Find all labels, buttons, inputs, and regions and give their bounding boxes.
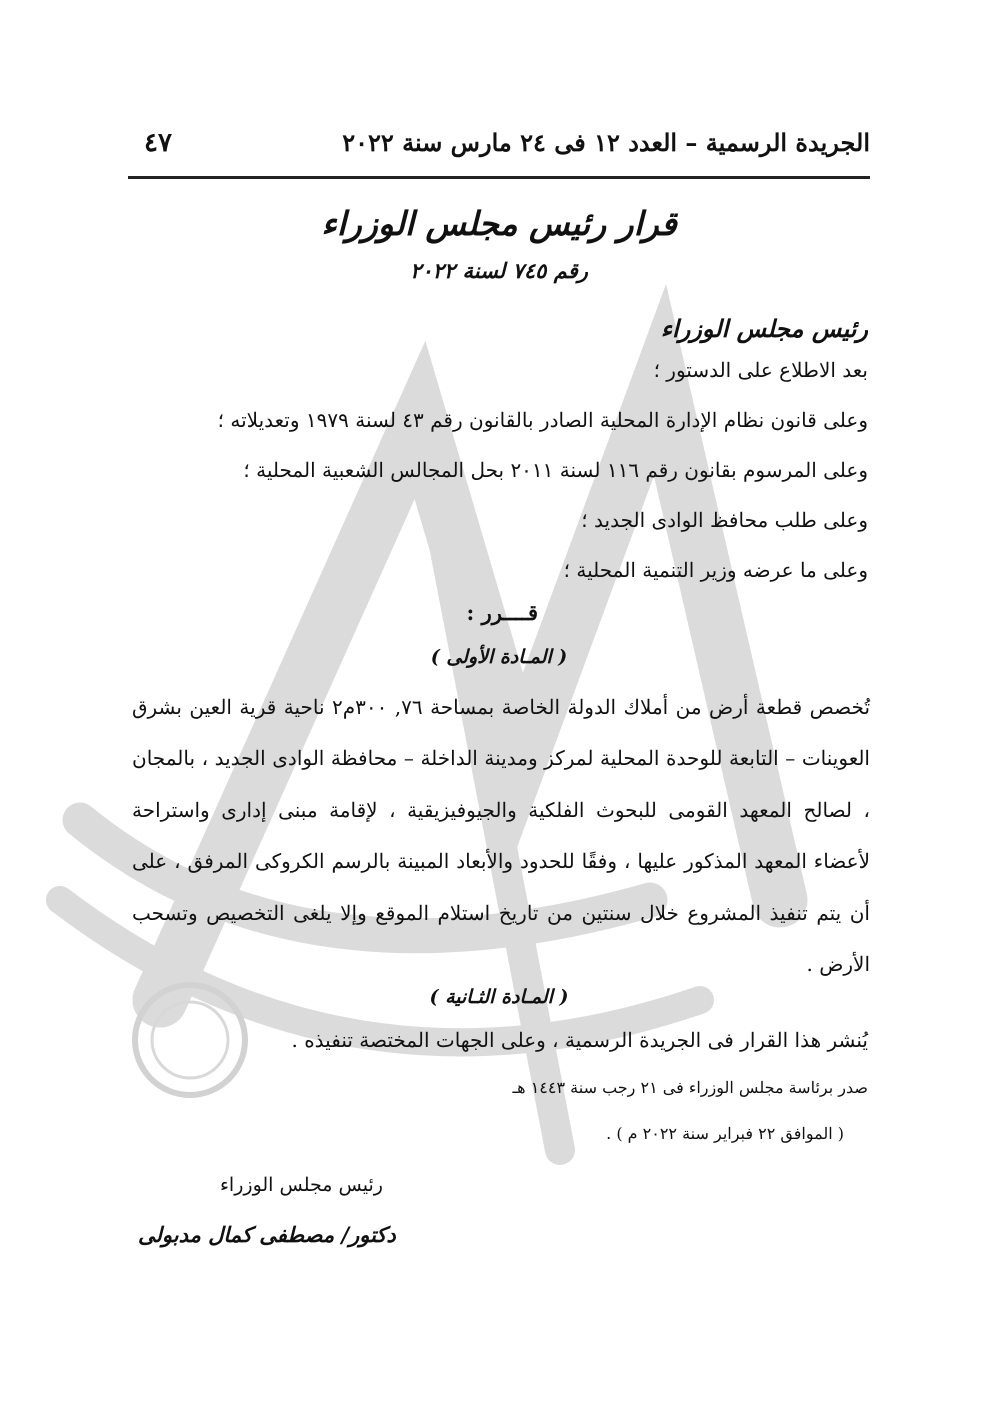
issued-date-hijri: صدر برئاسة مجلس الوزراء فى ٢١ رجب سنة ١٤٤٣ هـ xyxy=(512,1078,868,1097)
decided-label: قــــرر : xyxy=(466,600,538,625)
preamble-line: بعد الاطلاع على الدستور ؛ xyxy=(653,358,868,382)
article-2-heading: ( المـادة الثـانية ) xyxy=(429,986,569,1008)
gazette-header-title: الجريدة الرسمية – العدد ١٢ فى ٢٤ مارس سنة ٢٠٢٢ xyxy=(342,128,870,157)
signature-name: دكتور/ مصطفى كمال مدبولى xyxy=(138,1222,396,1247)
decree-title: قرار رئيس مجلس الوزراء xyxy=(321,204,677,243)
header-divider xyxy=(128,176,870,179)
decree-number: رقم ٧٤٥ لسنة ٢٠٢٢ xyxy=(410,258,588,283)
signature-title: رئيس مجلس الوزراء xyxy=(220,1174,383,1196)
article-1-heading: ( المـادة الأولى ) xyxy=(430,646,568,668)
page-header xyxy=(128,128,870,168)
page-number: ٤٧ xyxy=(144,128,172,158)
issuer-heading: رئيس مجلس الوزراء xyxy=(660,314,868,343)
article-1-text: تُخصص قطعة أرض من أملاك الدولة الخاصة بمساحة ٧٦, ٣٠٠م٢ ناحية قرية العين بشرق العوينات – التابعة للوحدة المحلية لمركز ومدينة الداخلة – محافظة الوادى الجديد ، بالمجان ، لصالح المعهد القومى للبحوث الفلكية والجيوفيزيقية ، لإقامة مبنى إدارى واستراحة لأعضاء المعهد المذكور عليها ، وفقًا للحدود والأبعاد المبينة بالرسم الكروكى المرفق ، على أن يتم تنفيذ المشروع خلال سنتين من تاريخ استلام الموقع وإلا يلغى التخصيص وتسحب الأرض . xyxy=(132,695,871,977)
preamble-line: وعلى قانون نظام الإدارة المحلية الصادر بالقانون رقم ٤٣ لسنة ١٩٧٩ وتعديلاته ؛ xyxy=(217,408,868,432)
preamble-line: وعلى طلب محافظ الوادى الجديد ؛ xyxy=(581,508,868,532)
preamble-line: وعلى المرسوم بقانون رقم ١١٦ لسنة ٢٠١١ بحل المجالس الشعبية المحلية ؛ xyxy=(243,458,868,482)
issued-date-gregorian: ( الموافق ٢٢ فبراير سنة ٢٠٢٢ م ) . xyxy=(606,1124,844,1143)
preamble-line: وعلى ما عرضه وزير التنمية المحلية ؛ xyxy=(563,558,868,582)
article-2-text: يُنشر هذا القرار فى الجريدة الرسمية ، وعلى الجهات المختصة تنفيذه . xyxy=(291,1028,868,1052)
